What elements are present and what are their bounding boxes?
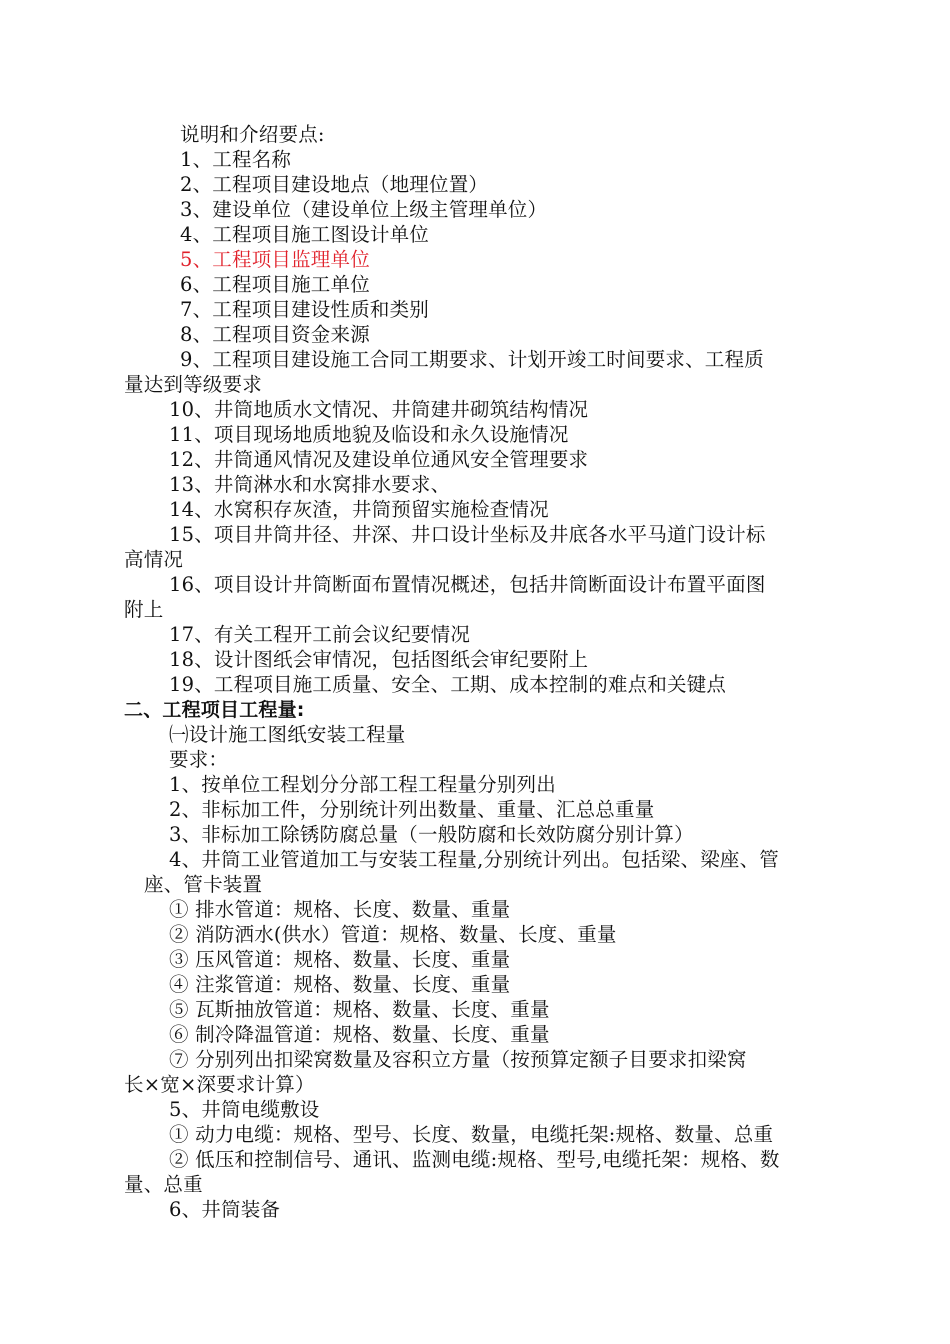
list-item: 2、工程项目建设地点（地理位置） xyxy=(180,173,489,196)
section-heading: 二、工程项目工程量: xyxy=(124,699,305,721)
requirements-label: 要求： xyxy=(169,748,229,771)
list-item: 15、项目井筒井径、井深、井口设计坐标及井底各水平马道门设计标 xyxy=(169,523,766,546)
list-item: ⑦ 分别列出扣梁窝数量及容积立方量（按预算定额子目要求扣梁窝 xyxy=(169,1048,747,1071)
list-item-continuation: 附上 xyxy=(124,598,164,621)
list-item-continuation: 座、管卡装置 xyxy=(144,873,263,896)
list-item: 11、项目现场地质地貌及临设和永久设施情况 xyxy=(169,423,569,446)
list-item: 8、工程项目资金来源 xyxy=(180,323,370,346)
list-item: 4、井筒工业管道加工与安装工程量,分别统计列出。包括梁、梁座、管 xyxy=(169,848,780,871)
list-item: 12、井筒通风情况及建设单位通风安全管理要求 xyxy=(169,448,589,471)
list-item: 2、非标加工件，分别统计列出数量、重量、汇总总重量 xyxy=(169,798,655,821)
list-item: 3、非标加工除锈防腐总量（一般防腐和长效防腐分别计算） xyxy=(169,823,694,846)
list-item: 1、按单位工程划分分部工程工程量分别列出 xyxy=(169,773,556,796)
list-item: 3、建设单位（建设单位上级主管理单位） xyxy=(180,198,548,221)
intro-heading: 说明和介绍要点: xyxy=(180,123,325,146)
list-item: ⑥ 制冷降温管道：规格、数量、长度、重量 xyxy=(169,1023,550,1046)
list-item-continuation: 量、总重 xyxy=(124,1173,203,1196)
list-item: ① 动力电缆：规格、型号、长度、数量，电缆托架:规格、数量、总重 xyxy=(169,1123,774,1146)
list-item: 10、井筒地质水文情况、井筒建井砌筑结构情况 xyxy=(169,398,589,421)
list-item: 13、井筒淋水和水窝排水要求、 xyxy=(169,473,451,496)
list-item: 7、工程项目建设性质和类别 xyxy=(180,298,430,321)
list-item: 1、工程名称 xyxy=(180,148,292,171)
list-item: 6、井筒装备 xyxy=(169,1198,281,1221)
list-item: ② 低压和控制信号、通讯、监测电缆:规格、型号,电缆托架：规格、数 xyxy=(169,1148,780,1171)
list-item: ④ 注浆管道：规格、数量、长度、重量 xyxy=(169,973,511,996)
list-item-continuation: 量达到等级要求 xyxy=(124,373,262,396)
list-item: 18、设计图纸会审情况，包括图纸会审纪要附上 xyxy=(169,648,589,671)
list-item-continuation: 长×宽×深要求计算） xyxy=(124,1073,315,1096)
list-item: ② 消防洒水(供水）管道：规格、数量、长度、重量 xyxy=(169,923,617,946)
list-item: 4、工程项目施工图设计单位 xyxy=(180,223,430,246)
list-item: 19、工程项目施工质量、安全、工期、成本控制的难点和关键点 xyxy=(169,673,727,696)
list-item: 14、水窝积存灰渣，井筒预留实施检查情况 xyxy=(169,498,549,521)
subsection-title: ㈠设计施工图纸安装工程量 xyxy=(169,723,406,746)
list-item: 5、井筒电缆敷设 xyxy=(169,1098,320,1121)
list-item: ③ 压风管道：规格、数量、长度、重量 xyxy=(169,948,511,971)
list-item: ⑤ 瓦斯抽放管道：规格、数量、长度、重量 xyxy=(169,998,550,1021)
list-item-highlighted: 5、工程项目监理单位 xyxy=(180,248,370,271)
list-item: 6、工程项目施工单位 xyxy=(180,273,370,296)
list-item: 16、项目设计井筒断面布置情况概述，包括井筒断面设计布置平面图 xyxy=(169,573,766,596)
list-item: 17、有关工程开工前会议纪要情况 xyxy=(169,623,471,646)
list-item: ① 排水管道：规格、长度、数量、重量 xyxy=(169,898,511,921)
list-item-continuation: 高情况 xyxy=(124,548,184,571)
list-item: 9、工程项目建设施工合同工期要求、计划开竣工时间要求、工程质 xyxy=(180,348,764,371)
